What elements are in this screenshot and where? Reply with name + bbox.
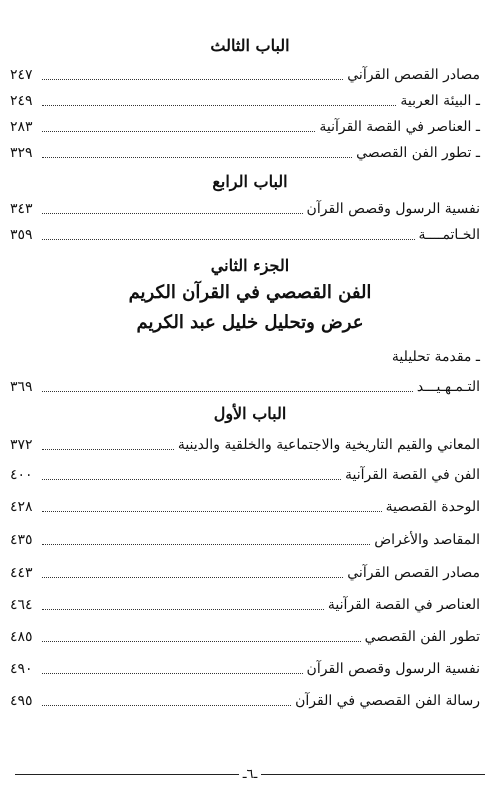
toc-entry — [10, 527, 480, 549]
leader-dots — [42, 576, 343, 578]
toc-entry — [10, 374, 480, 396]
toc-entry-title: ـ البيئة العربية — [400, 93, 480, 109]
leader-dots — [42, 608, 324, 610]
leader-dots — [42, 104, 396, 106]
toc-entry-page: ٣٢٩ — [10, 145, 33, 161]
toc-entry-title: ـ العناصر في القصة القرآنية — [319, 119, 480, 135]
toc-entry-title: نفسية الرسول وقصص القرآن — [306, 201, 480, 217]
toc-entry-page: ٢٤٩ — [10, 93, 33, 109]
toc-entry — [10, 344, 480, 366]
toc-entry — [10, 62, 480, 84]
page-footer — [15, 766, 485, 782]
chapter1-heading: الباب الأول — [213, 404, 287, 423]
toc-entry-title: العناصر في القصة القرآنية — [327, 597, 480, 613]
footer-rule-left — [15, 774, 239, 775]
leader-dots — [42, 478, 341, 480]
toc-entry-title: ـ مقدمة تحليلية — [391, 349, 480, 365]
toc-entry — [10, 140, 480, 162]
leader-dots — [42, 78, 343, 80]
leader-dots — [42, 510, 382, 512]
toc-entry-title: المقاصد والأغراض — [374, 532, 480, 548]
toc-entry-title: مصادر القصص القرآني — [347, 565, 480, 581]
toc-entry-page: ٤٤٣ — [10, 565, 33, 581]
part2-heading: الجزء الثاني — [210, 256, 290, 275]
leader-dots — [42, 448, 174, 450]
part2-subtitle: الفن القصصي في القرآن الكريم — [128, 282, 372, 303]
page-number: ـ٦ـ — [242, 766, 258, 782]
toc-entry-page: ٤٠٠ — [10, 467, 33, 483]
toc-entry-page: ٤٣٥ — [10, 532, 33, 548]
toc-entry-page: ٤٩٠ — [10, 661, 33, 677]
toc-entry-title: رسالة الفن القصصي في القرآن — [295, 693, 480, 709]
toc-entry-page: ٢٤٧ — [10, 67, 33, 83]
chapter4-heading: الباب الرابع — [212, 172, 288, 191]
toc-entry — [10, 624, 480, 646]
leader-dots — [42, 212, 303, 214]
leader-dots — [42, 156, 352, 158]
leader-dots — [42, 543, 370, 545]
toc-entry-page: ٢٨٣ — [10, 119, 33, 135]
footer-rule-right — [261, 774, 485, 775]
toc-entry-title: تطور الفن القصصي — [364, 629, 480, 645]
toc-entry-title: المعاني والقيم التاريخية والاجتماعية والخلقية والدينية — [177, 437, 480, 453]
toc-entry-page: ٤٢٨ — [10, 499, 33, 515]
leader-dots — [42, 704, 291, 706]
leader-dots — [42, 238, 415, 240]
toc-entry-page: ٤٨٥ — [10, 629, 33, 645]
toc-entry-title: الخـاتمــــة — [418, 227, 480, 243]
leader-dots — [42, 390, 413, 392]
toc-entry — [10, 462, 480, 484]
toc-entry-title: ـ تطور الفن القصصي — [356, 145, 480, 161]
toc-entry-page: ٤٩٥ — [10, 693, 33, 709]
toc-entry — [10, 114, 480, 136]
toc-entry-page: ٣٤٣ — [10, 201, 33, 217]
part2-author: عرض وتحليل خليل عبد الكريم — [136, 312, 364, 333]
toc-entry-page: ٤٦٤ — [10, 597, 33, 613]
leader-dots — [42, 672, 303, 674]
toc-entry — [10, 592, 480, 614]
leader-dots — [42, 640, 361, 642]
toc-entry-title: مصادر القصص القرآني — [347, 67, 480, 83]
toc-entry — [10, 432, 480, 454]
toc-entry-title: التـمـهـيـــد — [416, 379, 480, 395]
toc-entry — [10, 560, 480, 582]
toc-entry — [10, 688, 480, 710]
toc-entry — [10, 196, 480, 218]
toc-entry-page: ٣٧٢ — [10, 437, 33, 453]
toc-entry-page: ٣٥٩ — [10, 227, 33, 243]
toc-entry — [10, 656, 480, 678]
chapter3-heading: الباب الثالث — [210, 36, 290, 55]
toc-entry-title: الفن في القصة القرآنية — [345, 467, 480, 483]
toc-entry — [10, 222, 480, 244]
toc-entry-title: نفسية الرسول وقصص القرآن — [306, 661, 480, 677]
toc-entry-title: الوحدة القصصية — [385, 499, 480, 515]
toc-entry — [10, 494, 480, 516]
toc-entry — [10, 88, 480, 110]
leader-dots — [42, 130, 315, 132]
toc-entry-page: ٣٦٩ — [10, 379, 33, 395]
